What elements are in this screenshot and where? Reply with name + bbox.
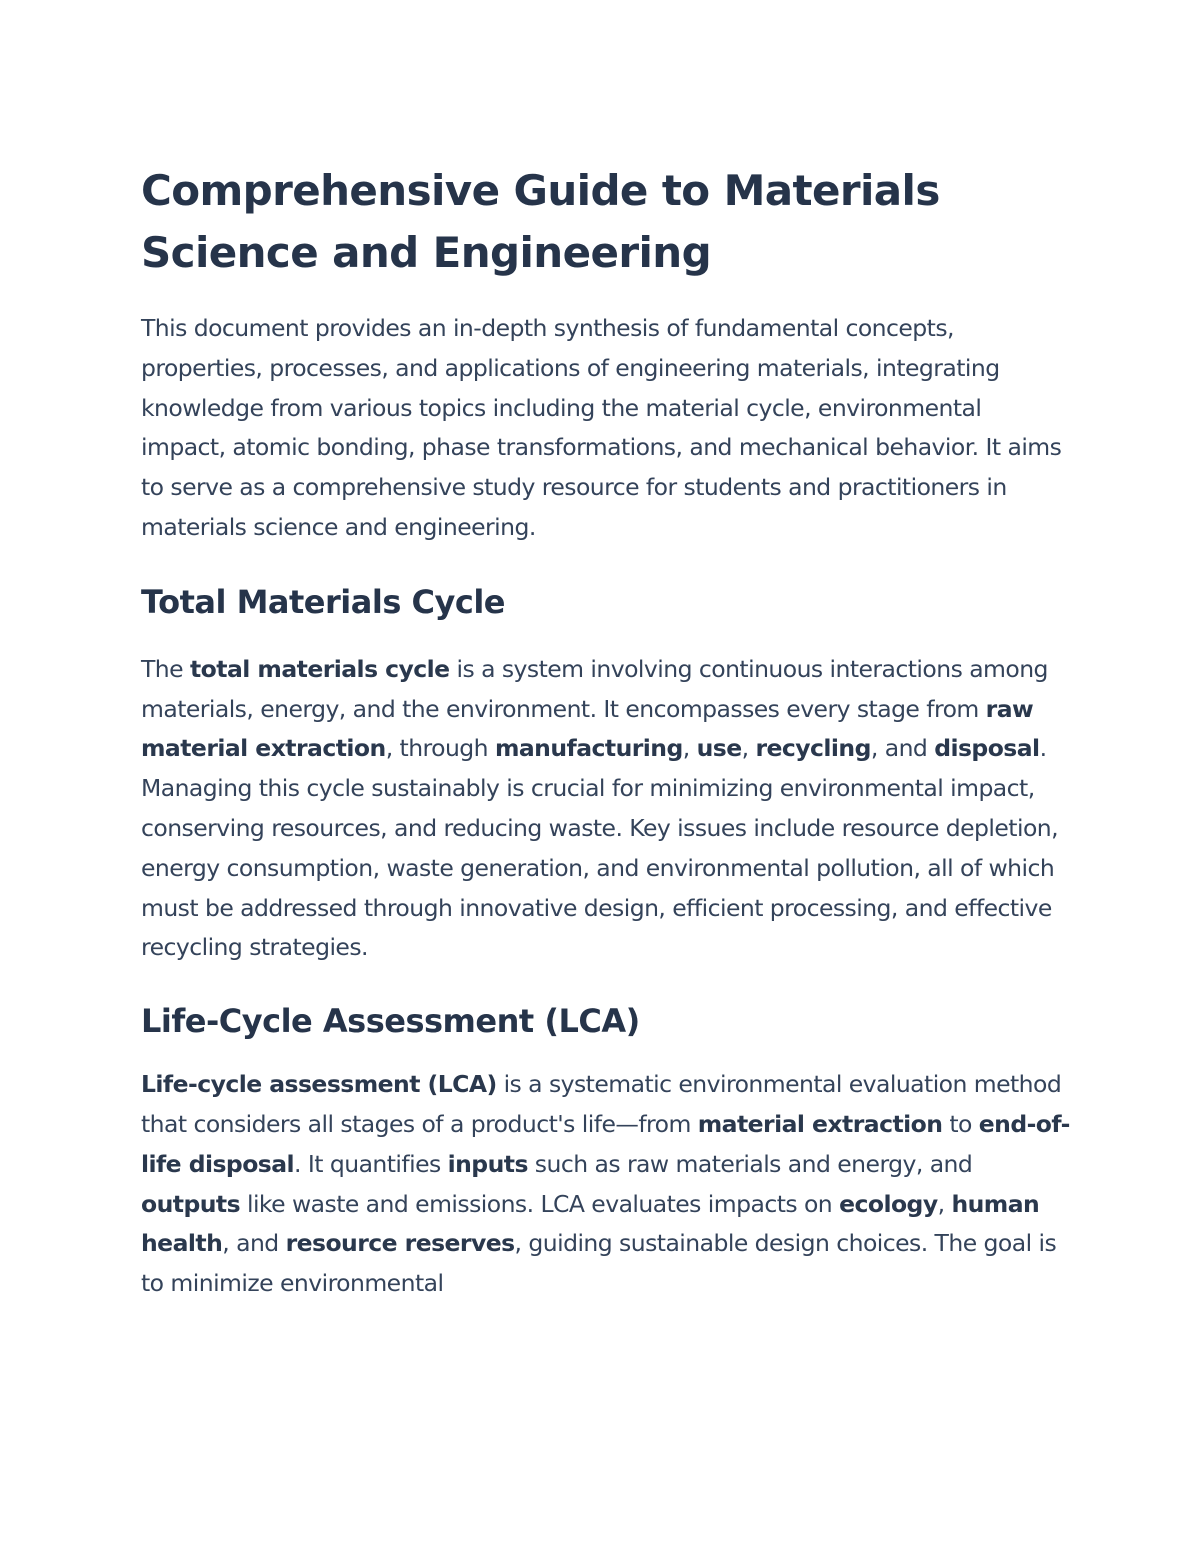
document-page — [141, 160, 1071, 1304]
document-title: Comprehensive Guide to Materials Science and Engineering — [141, 166, 940, 277]
bold-term: human health — [141, 1189, 1040, 1258]
bold-term: end-of-life disposal — [141, 1109, 1070, 1178]
intro-paragraph: This document provides an in-depth synthesis of fundamental concepts, properties, processes, and applications of engineering materials, integrating knowledge from various topics including the material cycle, environmental impact, atomic bonding, phase transformations, and mechanical behavior. It aims to serve as a comprehensive study resource for students and practitioners in materials science and engineering. — [141, 314, 1062, 541]
bold-term: resource reserves — [285, 1229, 515, 1258]
bold-term: disposal — [934, 734, 1040, 763]
section-paragraph-life-cycle-assessment: Life-cycle assessment (LCA) is a systematic environmental evaluation method that considers all stages of a product's life—from material extraction to end-of-life disposal. It quantifies inputs such as raw materials and energy, and outputs like waste and emissions. LCA evaluates impacts on ecology, human health, and resource reserves, guiding sustainable design choices. The goal is to minimize environmental — [141, 1070, 1070, 1298]
bold-term: raw material extraction — [141, 694, 1034, 763]
bold-term: ecology — [839, 1189, 938, 1218]
section-heading-life-cycle-assessment: Life-Cycle Assessment (LCA) — [141, 1002, 640, 1041]
bold-term: outputs — [141, 1189, 241, 1218]
bold-term: recycling — [755, 734, 871, 763]
bold-term: inputs — [447, 1149, 528, 1178]
bold-term: total materials cycle — [189, 654, 450, 683]
bold-term: manufacturing — [494, 734, 683, 763]
section-heading-total-materials-cycle: Total Materials Cycle — [141, 582, 505, 621]
bold-term: Life-cycle assessment (LCA) — [141, 1070, 497, 1099]
section-paragraph-total-materials-cycle: The total materials cycle is a system involving continuous interactions among materials, energy, and the environment. It encompasses every stage from raw material extraction, through manufacturing, use, recycling, and disposal. Managing this cycle sustainably is crucial for minimizing environmental impact, conserving resources, and reducing waste. Key issues include resource depletion, energy consumption, waste generation, and environmental pollution, all of which must be addressed through innovative design, efficient processing, and effective recycling strategies. — [141, 654, 1059, 962]
bold-term: use — [696, 734, 742, 763]
bold-term: material extraction — [697, 1109, 943, 1138]
